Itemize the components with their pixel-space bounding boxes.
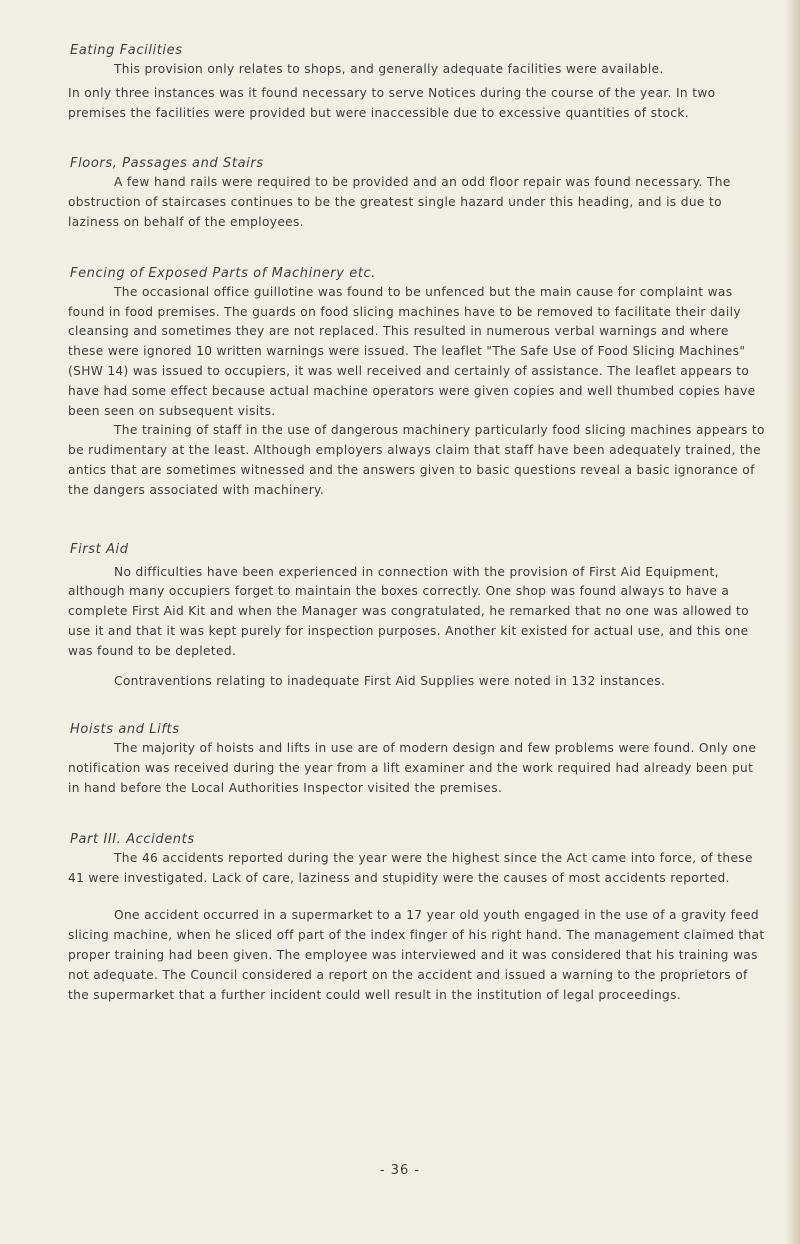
paragraph: A few hand rails were required to be provided and an odd floor repair was found necessary. The obstruction of staircases continues to be the greatest single hazard under this heading, and is due to laziness on behalf of the employees.: [68, 175, 731, 229]
heading-eating-facilities: Eating Facilities: [70, 43, 183, 58]
section-fencing-machinery: [68, 265, 768, 501]
paragraph: Contraventions relating to inadequate First Aid Supplies were noted in 132 instances.: [114, 673, 666, 688]
paragraph: The occasional office guillotine was found to be unfenced but the main cause for complaint was found in food premises. The guards on food slicing machines have to be removed to facilitate their daily cleansing and sometimes they are not replaced. This resulted in numerous verbal warnings and where these were ignored 10 written warnings were issued. The leaflet "The Safe Use of Food Slicing Machines" (SHW 14) was issued to occupiers, it was well received and certainly of assistance. The leaflet appears to have had some effect because actual machine operators were given copies and well thumbed copies have been seen on subsequent visits.: [68, 284, 756, 418]
page-edge-shadow: [786, 0, 800, 1244]
heading-floors-passages-stairs: Floors, Passages and Stairs: [70, 156, 264, 172]
section-first-aid: [68, 541, 768, 692]
paragraph: No difficulties have been experienced in connection with the provision of First Aid Equipment, although many occupiers forget to maintain the boxes correctly. One shop was found always to have a complete First Aid Kit and when the Manager was congratulated, he remarked that no one was allowed to use it and that it was kept purely for inspection purposes. Another kit existed for actual use, and this one was found to be depleted.: [68, 564, 749, 658]
paragraph: The majority of hoists and lifts in use are of modern design and few problems were found. Only one notification was received during the year from a lift examiner and the work required had already been put in hand before the Local Authorities Inspector visited the premises.: [68, 741, 757, 795]
section-hoists-lifts: [68, 721, 768, 798]
document-body: [68, 42, 768, 1005]
paragraph: The training of staff in the use of dangerous machinery particularly food slicing machines appears to be rudimentary at the least. Although employers always claim that staff have been adequately trained, the antics that are sometimes witnessed and the answers given to basic questions reveal a basic ignorance of the dangers associated with machinery.: [68, 423, 765, 497]
section-floors-passages-stairs: [68, 155, 768, 232]
heading-hoists-lifts: Hoists and Lifts: [70, 722, 180, 738]
paragraph: In only three instances was it found necessary to serve Notices during the course of the year. In two premises the facilities were provided but were inaccessible due to excessive quantities of stock.: [68, 85, 716, 120]
section-eating-facilities: [68, 42, 768, 123]
paragraph: The 46 accidents reported during the year were the highest since the Act came into force, of these 41 were investigated. Lack of care, laziness and stupidity were the causes of most accidents reported.: [68, 850, 753, 885]
heading-accidents: Part III. Accidents: [70, 831, 195, 847]
paragraph: This provision only relates to shops, and generally adequate facilities were available.: [114, 62, 664, 76]
section-accidents: [68, 831, 768, 1006]
paragraph: One accident occurred in a supermarket to a 17 year old youth engaged in the use of a gravity feed slicing machine, when he sliced off part of the index finger of his right hand. The management claimed that proper training had been given. The employee was interviewed and it was considered that his training was not adequate. The Council considered a report on the accident and issued a warning to the proprietors of the supermarket that a further incident could well result in the institution of legal proceedings.: [68, 908, 765, 1002]
heading-first-aid: First Aid: [70, 541, 129, 557]
heading-fencing-machinery: Fencing of Exposed Parts of Machinery etc.: [70, 265, 377, 281]
page-number: - 36 -: [379, 1163, 421, 1178]
